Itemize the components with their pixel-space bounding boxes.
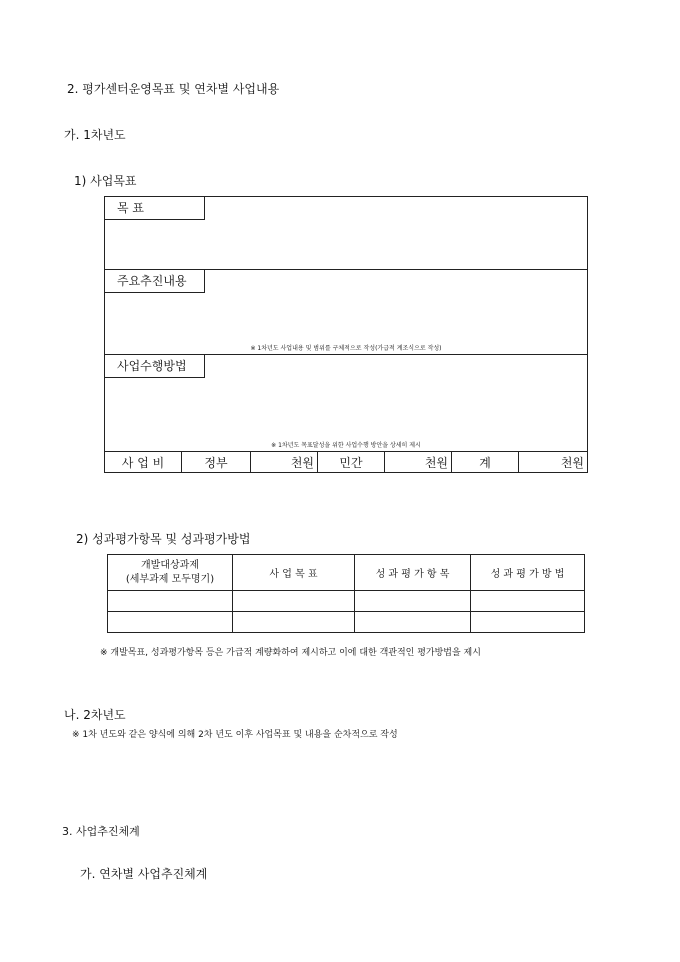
- goal-label: 목 표: [104, 196, 205, 220]
- goals-heading: 1) 사업목표: [74, 174, 137, 188]
- private-label: 민간: [318, 452, 385, 473]
- year2-heading: 나. 2차년도: [64, 708, 126, 722]
- method-note: ※ 1차년도 목표달성을 위한 사업수행 방안을 상세히 제시: [271, 442, 421, 449]
- private-amount-cell[interactable]: 천원: [385, 452, 452, 473]
- table-cell[interactable]: [233, 612, 355, 633]
- total-label: 계: [452, 452, 519, 473]
- eval-header-method: 성 과 평 가 방 법: [471, 555, 585, 591]
- section-3-sub: 가. 연차별 사업추진체계: [80, 867, 208, 881]
- gov-label: 정부: [182, 452, 251, 473]
- table-cell[interactable]: [471, 612, 585, 633]
- table-cell[interactable]: [355, 612, 471, 633]
- table-cell[interactable]: [108, 591, 233, 612]
- table-cell[interactable]: [471, 591, 585, 612]
- content-note: ※ 1차년도 사업내용 및 범위를 구체적으로 작성(가급적 계조식으로 작성): [250, 345, 442, 352]
- cost-label: 사 업 비: [105, 452, 182, 473]
- table-cell[interactable]: [233, 591, 355, 612]
- content-box[interactable]: [104, 269, 588, 355]
- total-amount-cell[interactable]: 천원: [519, 452, 588, 473]
- eval-header-task: 개발대상과제 (세부과제 모두명기): [108, 555, 233, 591]
- eval-header-item: 성 과 평 가 항 목: [355, 555, 471, 591]
- content-label: 주요추진내용: [104, 269, 205, 293]
- goal-box[interactable]: [104, 196, 588, 270]
- table-cell[interactable]: [108, 612, 233, 633]
- method-label: 사업수행방법: [104, 354, 205, 378]
- evaluation-table: [107, 554, 585, 633]
- eval-header-goal: 사 업 목 표: [233, 555, 355, 591]
- table-cell[interactable]: [355, 591, 471, 612]
- method-box[interactable]: [104, 354, 588, 452]
- cost-table: [104, 451, 588, 473]
- section-2-title: 2. 평가센터운영목표 및 연차별 사업내용: [67, 82, 280, 96]
- gov-amount-cell[interactable]: 천원: [251, 452, 318, 473]
- evaluation-heading: 2) 성과평가항목 및 성과평가방법: [76, 532, 251, 546]
- evaluation-note: ※ 개발목표, 성과평가항목 등은 가급적 계량화하여 제시하고 이에 대한 객관적인 평가방법을 제시: [100, 648, 481, 658]
- section-3-title: 3. 사업추진체계: [62, 825, 140, 838]
- table-row: [108, 591, 585, 612]
- year2-note: ※ 1차 년도와 같은 양식에 의해 2차 년도 이후 사업목표 및 내용을 순차적으로 작성: [72, 730, 398, 740]
- year1-heading: 가. 1차년도: [64, 128, 126, 142]
- table-row: [108, 612, 585, 633]
